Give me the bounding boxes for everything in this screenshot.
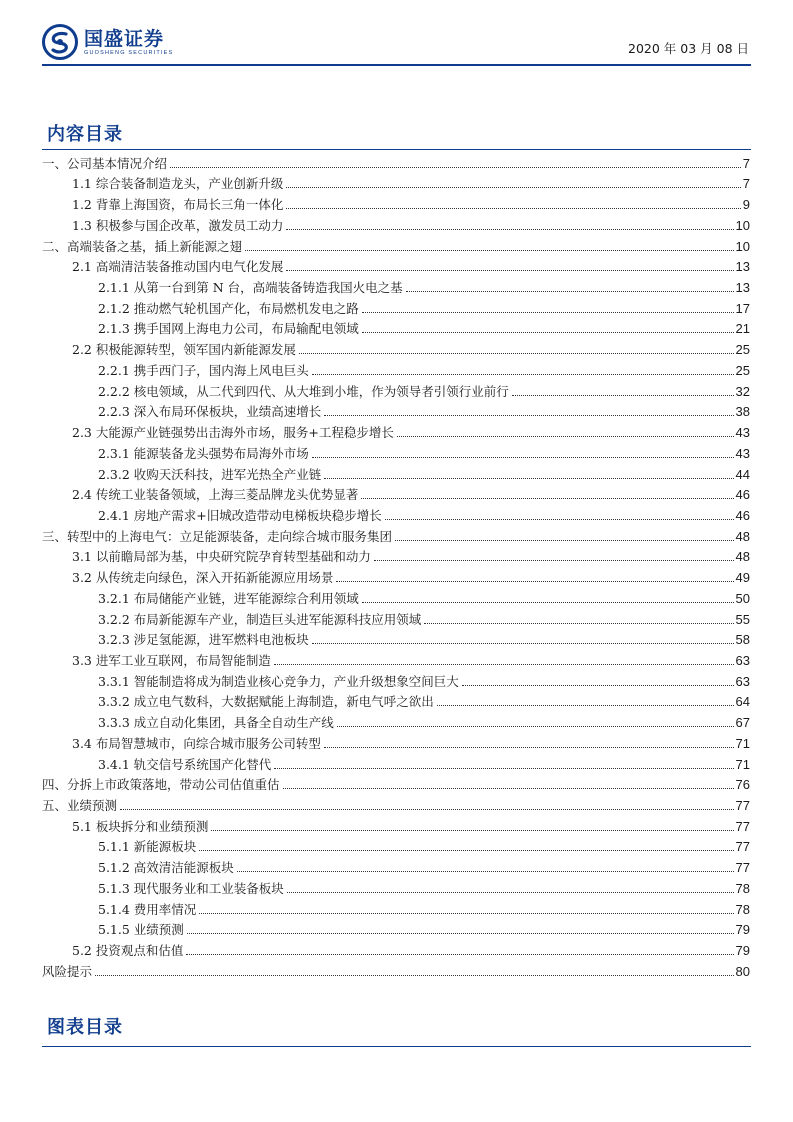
toc-dot-leader: [286, 208, 740, 209]
toc-entry[interactable]: [42, 152, 750, 173]
toc-entry-text: 2.3.2 收购天沃科技，进军光热全产业链: [98, 466, 322, 482]
toc-entry[interactable]: [42, 173, 750, 194]
toc-entry-text: 风险提示: [42, 963, 93, 979]
toc-dot-leader: [95, 975, 734, 976]
toc-dot-leader: [187, 933, 734, 934]
toc-entry-page: 13: [735, 259, 750, 275]
toc-dot-leader: [312, 643, 734, 644]
toc-dot-leader: [362, 602, 734, 603]
toc-entry-page: 49: [735, 570, 750, 586]
toc-dot-leader: [286, 270, 733, 271]
toc-entry-text: 3.3.3 成立自动化集团，具备全自动生产线: [98, 715, 334, 731]
toc-entry-page: 77: [735, 798, 750, 813]
toc-entry[interactable]: [42, 877, 750, 898]
toc-entry[interactable]: [42, 774, 750, 795]
toc-entry-page: 48: [735, 528, 750, 544]
toc-dot-leader: [512, 395, 734, 396]
toc-entry[interactable]: [42, 711, 750, 732]
toc-entry-text: 5.1.2 高效清洁能源板块: [98, 860, 234, 876]
toc-entry-text: 3.1 以前瞻局部为基，中央研究院孕育转型基础和动力: [72, 549, 371, 565]
toc-entry-text: 2.2.2 核电领域，从二代到四代、从大堆到小堆，作为领导者引领行业前行: [98, 383, 509, 399]
toc-entry-text: 2.2.1 携手西门子，国内海上风电巨头: [98, 362, 309, 378]
toc-entry-text: 三、转型中的上海电气：立足能源装备，走向综合城市服务集团: [42, 528, 393, 544]
toc-entry-page: 58: [735, 632, 750, 648]
toc-entry[interactable]: [42, 380, 750, 401]
toc-entry-text: 5.1.5 业绩预测: [98, 922, 184, 938]
toc-entry-page: 79: [735, 943, 750, 959]
logo-english-name: GUOSHENG SECURITIES: [84, 49, 174, 56]
toc-dot-leader: [437, 705, 734, 706]
toc-dot-leader: [361, 498, 733, 499]
report-date: 2020 年 03 月 08 日: [628, 41, 749, 56]
toc-dot-leader: [312, 457, 734, 458]
toc-entry-text: 1.2 背靠上海国资，布局长三角一体化: [72, 197, 284, 213]
toc-entry-page: 44: [735, 466, 750, 482]
toc-entry[interactable]: [42, 670, 750, 691]
toc-entry[interactable]: [42, 484, 750, 505]
toc-entry-text: 2.2 积极能源转型，领军国内新能源发展: [72, 342, 296, 358]
toc-entry-page: 38: [735, 404, 750, 420]
toc-entry-page: 64: [735, 694, 750, 710]
toc-entry-text: 2.2.3 深入布局环保板块，业绩高速增长: [98, 404, 322, 420]
toc-entry-text: 2.4.1 房地产需求+旧城改造带动电梯板块稳步增长: [98, 507, 382, 523]
toc-entry[interactable]: [42, 856, 750, 877]
toc-entry[interactable]: [42, 525, 750, 546]
table-of-contents: [42, 152, 750, 981]
toc-dot-leader: [299, 353, 734, 354]
toc-entry[interactable]: [42, 629, 750, 650]
guosheng-logo-icon: [42, 24, 78, 60]
toc-entry-text: 2.4 传统工业装备领域，上海三菱品牌龙头优势显著: [72, 487, 359, 503]
figures-title: 图表目录: [47, 1017, 123, 1038]
toc-entry-text: 3.2.1 布局储能产业链，进军能源综合利用领域: [98, 590, 359, 606]
toc-entry[interactable]: [42, 939, 750, 960]
toc-entry-text: 1.3 积极参与国企改革，激发员工动力: [72, 217, 284, 233]
toc-entry-page: 79: [735, 922, 750, 938]
toc-dot-leader: [245, 250, 734, 251]
page-header: [42, 22, 751, 62]
toc-entry-text: 5.1.4 费用率情况: [98, 901, 197, 917]
toc-dot-leader: [324, 747, 734, 748]
toc-entry-page: 76: [735, 777, 750, 793]
toc-entry[interactable]: [42, 732, 750, 753]
toc-entry-page: 7: [742, 176, 750, 192]
toc-entry-page: 55: [735, 611, 750, 627]
toc-dot-leader: [337, 726, 734, 727]
toc-dot-leader: [374, 560, 734, 561]
header-divider: [42, 64, 751, 66]
toc-entry-text: 2.3.1 能源装备龙头强势布局海外市场: [98, 445, 309, 461]
toc-entry[interactable]: [42, 566, 750, 587]
toc-entry[interactable]: [42, 297, 750, 318]
toc-entry-page: 77: [735, 839, 750, 855]
toc-entry-text: 五、业绩预测: [42, 798, 118, 813]
toc-dot-leader: [274, 768, 733, 769]
toc-entry[interactable]: [42, 214, 750, 235]
toc-entry-page: 50: [735, 590, 750, 606]
toc-entry-text: 二、高端装备之基，插上新能源之翅: [42, 238, 243, 254]
toc-dot-leader: [211, 830, 733, 831]
toc-entry-page: 32: [735, 383, 750, 399]
toc-dot-leader: [362, 332, 734, 333]
toc-entry-text: 3.4 布局智慧城市，向综合城市服务公司转型: [72, 735, 321, 751]
toc-title: 内容目录: [47, 124, 123, 145]
toc-dot-leader: [199, 850, 733, 851]
toc-entry-page: 80: [735, 963, 750, 979]
toc-entry-page: 43: [735, 425, 750, 441]
toc-entry[interactable]: [42, 338, 750, 359]
toc-dot-leader: [312, 374, 734, 375]
toc-dot-leader: [283, 788, 734, 789]
toc-dot-leader: [237, 871, 734, 872]
toc-entry-text: 2.1.1 从第一台到第 N 台，高端装备铸造我国火电之基: [98, 280, 403, 296]
toc-entry[interactable]: [42, 815, 750, 836]
toc-entry[interactable]: [42, 608, 750, 629]
toc-entry-page: 77: [735, 860, 750, 876]
toc-entry-page: 63: [735, 652, 750, 668]
toc-entry-page: 13: [735, 280, 750, 296]
toc-entry-page: 71: [735, 756, 750, 772]
toc-dot-leader: [362, 312, 734, 313]
toc-entry-page: 71: [735, 735, 750, 751]
toc-entry[interactable]: [42, 753, 750, 774]
company-logo: [42, 24, 173, 60]
toc-dot-leader: [286, 187, 740, 188]
toc-dot-leader: [324, 478, 733, 479]
toc-entry-page: 10: [735, 238, 750, 254]
toc-entry[interactable]: [42, 794, 750, 815]
toc-entry[interactable]: [42, 836, 750, 857]
toc-entry-page: 77: [735, 818, 750, 834]
toc-dot-leader: [406, 291, 734, 292]
toc-entry[interactable]: [42, 919, 750, 940]
toc-entry-page: 17: [735, 300, 750, 316]
figures-title-divider: [42, 1046, 751, 1047]
toc-entry-text: 3.4.1 轨交信号系统国产化替代: [98, 756, 272, 772]
toc-entry-page: 48: [735, 549, 750, 565]
toc-dot-leader: [336, 581, 733, 582]
toc-dot-leader: [186, 954, 733, 955]
toc-entry-text: 四、分拆上市政策落地，带动公司估值重估: [42, 777, 280, 793]
toc-entry-text: 3.2.2 布局新能源车产业，制造巨头进军能源科技应用领域: [98, 611, 422, 627]
toc-entry-text: 3.2 从传统走向绿色，深入开拓新能源应用场景: [72, 570, 334, 586]
toc-entry-page: 46: [735, 487, 750, 503]
toc-dot-leader: [424, 623, 733, 624]
toc-entry-page: 43: [735, 445, 750, 461]
toc-entry-text: 1.1 综合装备制造龙头，产业创新升级: [72, 176, 284, 192]
toc-entry-text: 3.3.1 智能制造将成为制造业核心竞争力，产业升级想象空间巨大: [98, 673, 459, 689]
toc-dot-leader: [170, 167, 741, 168]
toc-entry[interactable]: [42, 898, 750, 919]
toc-entry[interactable]: [42, 401, 750, 422]
toc-dot-leader: [274, 664, 734, 665]
toc-entry-text: 5.1.1 新能源板块: [98, 839, 197, 855]
toc-entry[interactable]: [42, 442, 750, 463]
toc-entry-text: 一、公司基本情况介绍: [42, 155, 168, 171]
toc-entry-text: 2.1.3 携手国网上海电力公司，布局输配电领域: [98, 321, 359, 337]
toc-entry[interactable]: [42, 587, 750, 608]
toc-entry[interactable]: [42, 318, 750, 339]
toc-dot-leader: [462, 685, 734, 686]
toc-dot-leader: [395, 540, 734, 541]
toc-entry-page: 78: [735, 880, 750, 896]
toc-dot-leader: [397, 436, 734, 437]
toc-entry[interactable]: [42, 463, 750, 484]
toc-entry[interactable]: [42, 256, 750, 277]
toc-entry-text: 2.3 大能源产业链强势出击海外市场，服务+工程稳步增长: [72, 425, 394, 441]
toc-entry[interactable]: [42, 421, 750, 442]
toc-entry[interactable]: [42, 276, 750, 297]
toc-entry-page: 78: [735, 901, 750, 917]
toc-entry-text: 2.1.2 推动燃气轮机国产化，布局燃机发电之路: [98, 300, 359, 316]
toc-dot-leader: [199, 913, 733, 914]
toc-entry[interactable]: [42, 649, 750, 670]
toc-entry[interactable]: [42, 235, 750, 256]
toc-entry[interactable]: [42, 960, 750, 981]
toc-entry-page: 46: [735, 507, 750, 523]
toc-entry-page: 67: [735, 715, 750, 731]
toc-dot-leader: [324, 415, 733, 416]
toc-entry-text: 5.1 板块拆分和业绩预测: [72, 818, 209, 834]
toc-entry-page: 10: [735, 217, 750, 233]
toc-entry-page: 21: [735, 321, 750, 337]
toc-entry[interactable]: [42, 546, 750, 567]
toc-entry-text: 5.1.3 现代服务业和工业装备板块: [98, 880, 284, 896]
toc-dot-leader: [120, 809, 734, 810]
toc-title-divider: [42, 149, 751, 150]
logo-chinese-name: 国盛证券: [84, 27, 165, 50]
toc-dot-leader: [286, 229, 733, 230]
toc-entry-page: 25: [735, 362, 750, 378]
toc-entry-page: 63: [735, 673, 750, 689]
toc-entry[interactable]: [42, 504, 750, 525]
toc-dot-leader: [385, 519, 734, 520]
toc-entry-page: 25: [735, 342, 750, 358]
toc-dot-leader: [287, 892, 734, 893]
toc-entry[interactable]: [42, 193, 750, 214]
toc-entry[interactable]: [42, 359, 750, 380]
toc-entry-page: 7: [742, 155, 750, 171]
toc-entry-text: 5.2 投资观点和估值: [72, 943, 184, 959]
toc-entry-text: 2.1 高端清洁装备推动国内电气化发展: [72, 259, 284, 275]
toc-entry-page: 9: [742, 197, 750, 213]
toc-entry[interactable]: [42, 691, 750, 712]
toc-entry-text: 3.2.3 涉足氢能源，进军燃料电池板块: [98, 632, 309, 648]
toc-entry-text: 3.3 进军工业互联网，布局智能制造: [72, 652, 271, 668]
toc-entry-text: 3.3.2 成立电气数科，大数据赋能上海制造，新电气呼之欲出: [98, 694, 434, 710]
